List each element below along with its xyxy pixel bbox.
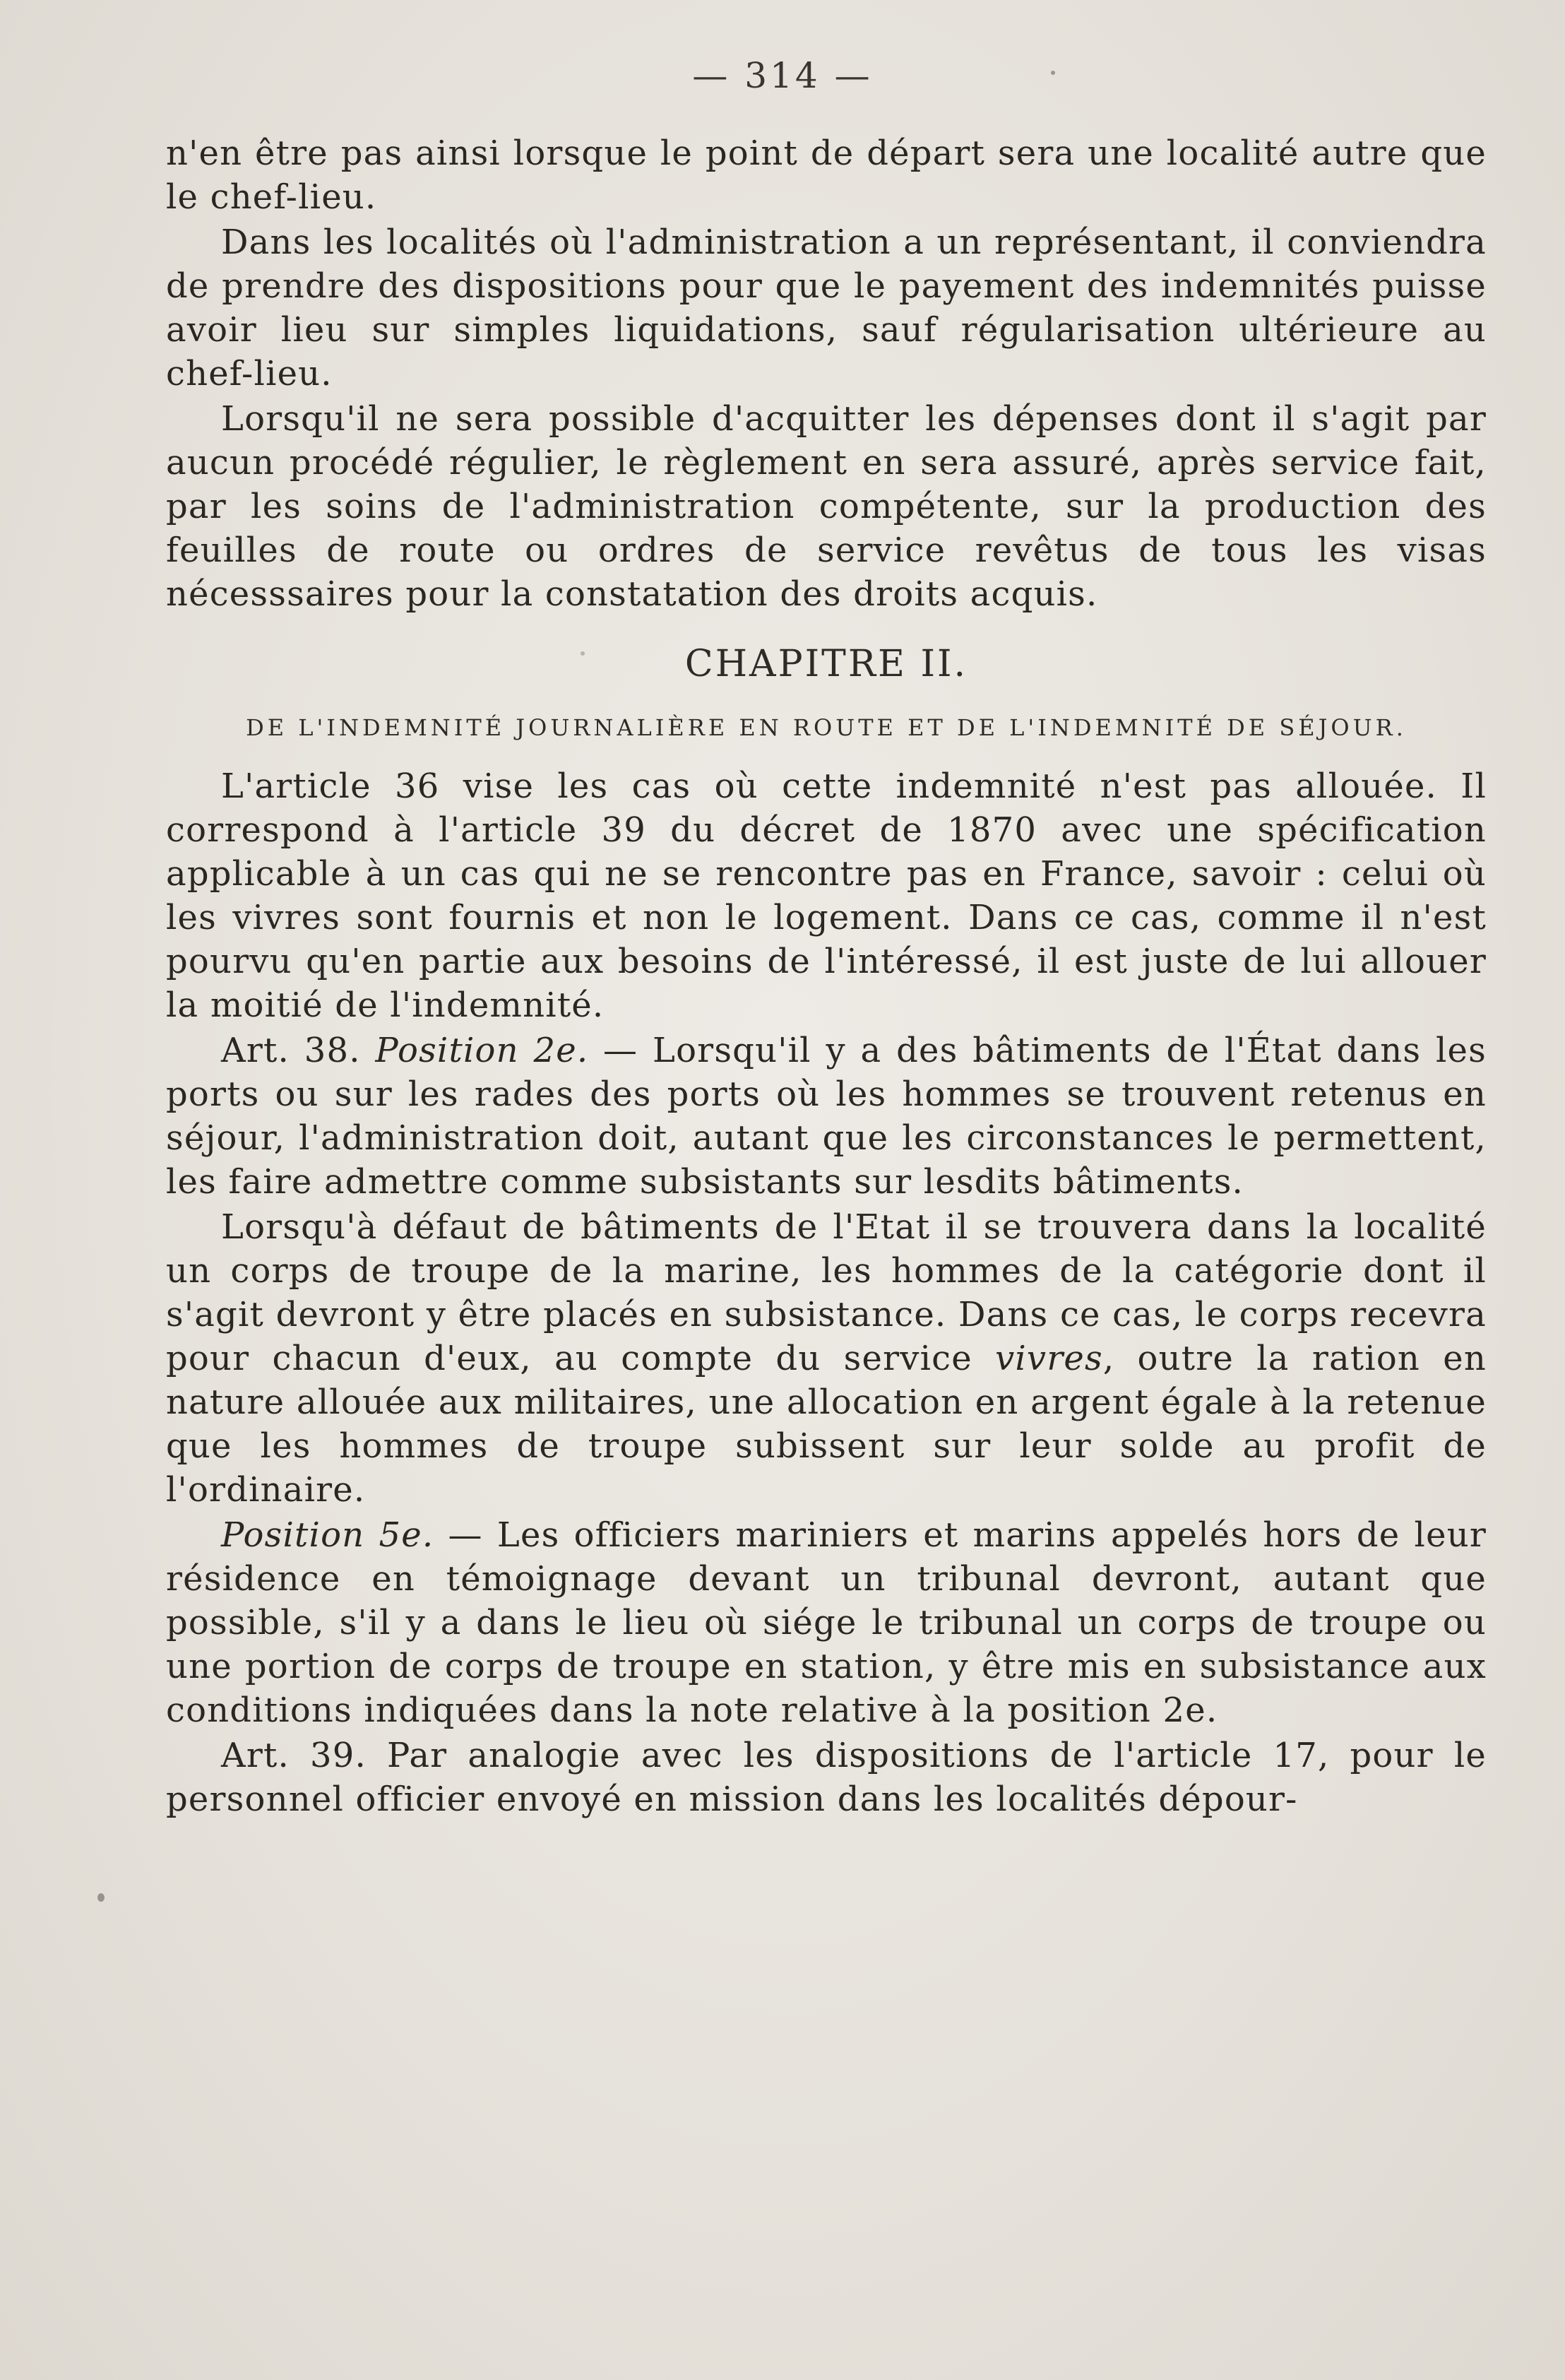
position-5-text: — Les officiers mariniers et marins appelés hors de leur résidence en témoignage devant un tribunal devront, autant que possible, s'il y a dans le lieu où siége le tribunal un corps de troupe ou une portion de corps de troupe en station, y être mis en subsistance aux conditions indiquées dans la note relative à la position 2e. [166, 1515, 1487, 1730]
position-5-label: Position 5e. [221, 1515, 434, 1555]
paper-speck [97, 1893, 105, 1902]
paragraph-article-36: L'article 36 vise les cas où cette indemnité n'est pas allouée. Il correspond à l'article 39 du décret de 1870 avec une spécification applicable à un cas qui ne se rencontre pas en France, savoir : celui où les vivres sont fournis et non le logement. Dans ce cas, comme il n'est pourvu qu'en partie aux besoins de l'intéressé, il est juste de lui allouer la moitié de l'indemnité. [166, 766, 1487, 1025]
paragraph-article-38 [166, 1029, 1487, 1204]
paper-speck [1051, 71, 1055, 75]
paragraph-defaut-batiments [166, 1205, 1487, 1512]
vivres-term: vivres [995, 1339, 1103, 1378]
body-text [166, 131, 1487, 1823]
article-38-text: — Lorsqu'il y a des bâtiments de l'État dans les ports ou sur les rades des ports où les hommes se trouvent retenus en séjour, l'administration doit, autant que les circonstances le permettent, les faire admettre comme subsistants sur lesdits bâtiments. [166, 1031, 1487, 1202]
page-number: — 314 — [692, 55, 873, 96]
chapter-subtitle: DE L'INDEMNITÉ JOURNALIÈRE EN ROUTE ET DE L'INDEMNITÉ DE SÉJOUR. [246, 714, 1407, 741]
defaut-text-start: Lorsqu'à défaut de bâtiments de l'Etat il se trouvera dans la localité un corps de troupe de la marine, les hommes de la catégorie dont il s'agit devront y être placés en subsistance. Dans ce cas, le corps recevra pour chacun d'eux, au compte du service [166, 1207, 1487, 1378]
position-2-label: Position 2e. [375, 1031, 589, 1070]
chapter-title: CHAPITRE II. [684, 643, 968, 685]
paragraph-article-39: Art. 39. Par analogie avec les dispositions de l'article 17, pour le personnel officier envoyé en mission dans les localités dépour- [166, 1736, 1487, 1819]
paragraph-continuation: n'en être pas ainsi lorsque le point de départ sera une localité autre que le chef-lieu. [166, 134, 1487, 217]
defaut-text-end: , outre la ration en nature allouée aux militaires, une allocation en argent égale à la retenue que les hommes de troupe subissent sur leur solde au profit de l'ordinaire. [166, 1339, 1487, 1510]
paragraph-representant: Dans les localités où l'administration a un représentant, il conviendra de prendre des dispositions pour que le payement des indemnités puisse avoir lieu sur simples liquidations, sauf régularisation ultérieure au chef-lieu. [166, 223, 1487, 393]
paragraph-acquitter: Lorsqu'il ne sera possible d'acquitter les dépenses dont il s'agit par aucun procédé régulier, le règlement en sera assuré, après service fait, par les soins de l'administration compétente, sur la production des feuilles de route ou ordres de service revêtus de tous les visas nécesssaires pour la constatation des droits acquis. [166, 399, 1487, 614]
paper-speck [581, 651, 585, 656]
article-38-lead: Art. 38. [221, 1031, 376, 1070]
paragraph-position-5 [166, 1513, 1487, 1732]
